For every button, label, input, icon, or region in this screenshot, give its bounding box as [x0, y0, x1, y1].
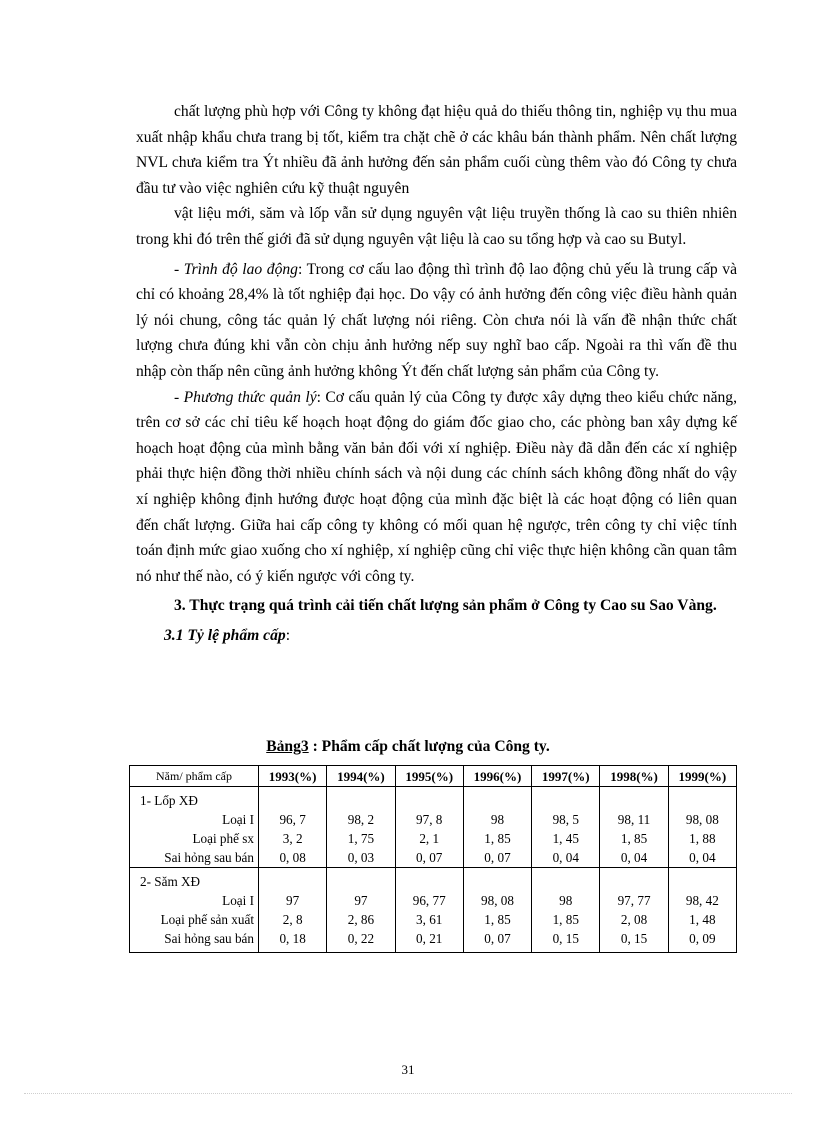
table-cell: 98, 08 [668, 810, 736, 829]
group-title-row [130, 872, 737, 891]
table-cell: 2, 1 [395, 829, 463, 848]
row-label: Sai hỏng sau bán [130, 929, 259, 948]
paragraph-management [136, 385, 737, 590]
group-title-tubes: 2- Săm XĐ [130, 872, 259, 891]
table-cell: 0, 07 [395, 848, 463, 868]
labor-text: : Trong cơ cấu lao động thì trình độ lao động chủ yếu là trung cấp và chỉ có khoảng 28,4% là tốt nghiệp đại học. Do vậy có ảnh hưởng đến công việc điều hành quản lý nói chung, công tác quản lý chất lượng nói riêng. Còn chưa nói là vấn đề nhận thức chất lượng chưa đúng khi vẫn còn chịu ảnh hưởng nếp suy nghĩ bao cấp. Ngoài ra thì vấn đề thu nhập còn thấp nên cũng ảnh hưởng không Ýt đến chất lượng sản phẩm của Công ty. [136, 260, 737, 380]
table-cell: 3, 2 [259, 829, 327, 848]
header-year-cell: 1994(%) [327, 766, 395, 787]
table-cell: 1, 75 [327, 829, 395, 848]
paragraph-1: chất lượng phù hợp với Công ty không đạt hiệu quả do thiếu thông tin, nghiệp vụ thu mua xuất nhập khẩu chưa trang bị tốt, kiểm tra chặt chẽ ở các khâu bán thành phẩm. Nên chất lượng NVL chưa kiểm tra Ýt nhiều đã ảnh hưởng đến sản phẩm cuối cùng thêm vào đó Công ty chưa đầu tư vào việc nghiên cứu kỹ thuật nguyên [136, 103, 737, 197]
table-cell: 1, 85 [463, 910, 531, 929]
page-bottom-divider [24, 1093, 792, 1094]
paragraph-labor [136, 257, 737, 385]
group-title-tires: 1- Lốp XĐ [130, 791, 259, 810]
table-cell: 2, 86 [327, 910, 395, 929]
group-title-row [130, 791, 737, 810]
page-number: 31 [401, 1062, 415, 1077]
table-row [130, 810, 737, 829]
table-row [130, 929, 737, 948]
table-cell: 0, 18 [259, 929, 327, 948]
table-header-row [130, 766, 737, 787]
heading-3-1-text: 3.1 Tỷ lệ phẩm cấp [164, 626, 286, 644]
table-caption-text: : Phẩm cấp chất lượng của Công ty. [308, 738, 550, 755]
table-cell: 1, 85 [600, 829, 668, 848]
table-cell: 3, 61 [395, 910, 463, 929]
table-cell: 98 [532, 891, 600, 910]
table-cell: 97 [327, 891, 395, 910]
labor-lead: - Trình độ lao động [174, 260, 298, 278]
header-year-cell: 1993(%) [259, 766, 327, 787]
table-cell: 96, 7 [259, 810, 327, 829]
table-row [130, 848, 737, 868]
row-label: Loại phế sx [130, 829, 259, 848]
table-cell: 2, 08 [600, 910, 668, 929]
table-cell: 98, 11 [600, 810, 668, 829]
table-cell: 0, 04 [600, 848, 668, 868]
table-cell: 0, 15 [532, 929, 600, 948]
table-cell: 0, 07 [463, 848, 531, 868]
table-row [130, 829, 737, 848]
table-caption [0, 738, 816, 756]
row-label: Loại I [130, 810, 259, 829]
table-cell: 0, 15 [600, 929, 668, 948]
management-text: : Cơ cấu quản lý của Công ty được xây dựng theo kiểu chức năng, trên cơ sở các chỉ tiêu kế hoạch hoạt động do giám đốc giao cho, các phòng ban xây dựng kế hoạch hoạt động của mình bằng văn bản đối với xí nghiệp. Điều này đã dẫn đến các xí nghiệp phải thực hiện đồng thời nhiều chính sách và nội dung các chính sách không đồng nhất do vậy xí nghiệp không định hướng được hoạt động của mình đặc biệt là các hoạt động có liên quan đến chất lượng. Giữa hai cấp công ty không có mối quan hệ ngược, trên công ty chỉ việc tính toán định mức giao xuống cho xí nghiệp, xí nghiệp cũng chỉ việc thực hiện không cần quan tâm nó như thế nào, có ý kiến ngược với công ty. [136, 388, 737, 585]
header-label-cell: Năm/ phẩm cấp [130, 766, 259, 787]
row-label: Sai hỏng sau bán [130, 848, 259, 868]
table-cell: 0, 03 [327, 848, 395, 868]
table-cell: 96, 77 [395, 891, 463, 910]
table-row [130, 891, 737, 910]
table-cell: 97, 8 [395, 810, 463, 829]
management-lead: - Phương thức quản lý [174, 388, 317, 406]
row-label: Loại phế sản xuất [130, 910, 259, 929]
table-cell: 1, 48 [668, 910, 736, 929]
section-heading-3: 3. Thực trạng quá trình cải tiến chất lượng sản phẩm ở Công ty Cao su Sao Vàng. [174, 597, 717, 615]
table-cell: 0, 08 [259, 848, 327, 868]
table-cell: 0, 22 [327, 929, 395, 948]
header-year-cell: 1998(%) [600, 766, 668, 787]
header-year-cell: 1999(%) [668, 766, 736, 787]
table-cell: 1, 45 [532, 829, 600, 848]
table-cell: 1, 85 [463, 829, 531, 848]
table-cell: 2, 8 [259, 910, 327, 929]
table-cell: 1, 88 [668, 829, 736, 848]
table-caption-label: Bảng3 [266, 738, 309, 755]
table-cell: 0, 04 [668, 848, 736, 868]
table-cell: 98, 42 [668, 891, 736, 910]
row-label: Loại I [130, 891, 259, 910]
table-cell: 0, 21 [395, 929, 463, 948]
table-cell: 98, 2 [327, 810, 395, 829]
quality-grade-table [129, 765, 737, 953]
table-cell: 98, 08 [463, 891, 531, 910]
table-row [130, 910, 737, 929]
body-text [136, 99, 737, 648]
table-cell: 1, 85 [532, 910, 600, 929]
header-year-cell: 1995(%) [395, 766, 463, 787]
table-cell: 98, 5 [532, 810, 600, 829]
section-heading-3-1 [164, 623, 737, 649]
table-cell: 97, 77 [600, 891, 668, 910]
table-cell: 97 [259, 891, 327, 910]
table-cell: 0, 07 [463, 929, 531, 948]
table-cell: 98 [463, 810, 531, 829]
heading-3-1-colon: : [285, 626, 291, 644]
header-year-cell: 1996(%) [463, 766, 531, 787]
table-cell: 0, 04 [532, 848, 600, 868]
paragraph-2: vật liệu mới, săm và lốp vẫn sử dụng nguyên vật liệu truyền thống là cao su thiên nhiên trong khi đó trên thế giới đã sử dụng nguyên vật liệu là cao su tổng hợp và cao su Butyl. [136, 205, 737, 248]
header-year-cell: 1997(%) [532, 766, 600, 787]
table-cell: 0, 09 [668, 929, 736, 948]
